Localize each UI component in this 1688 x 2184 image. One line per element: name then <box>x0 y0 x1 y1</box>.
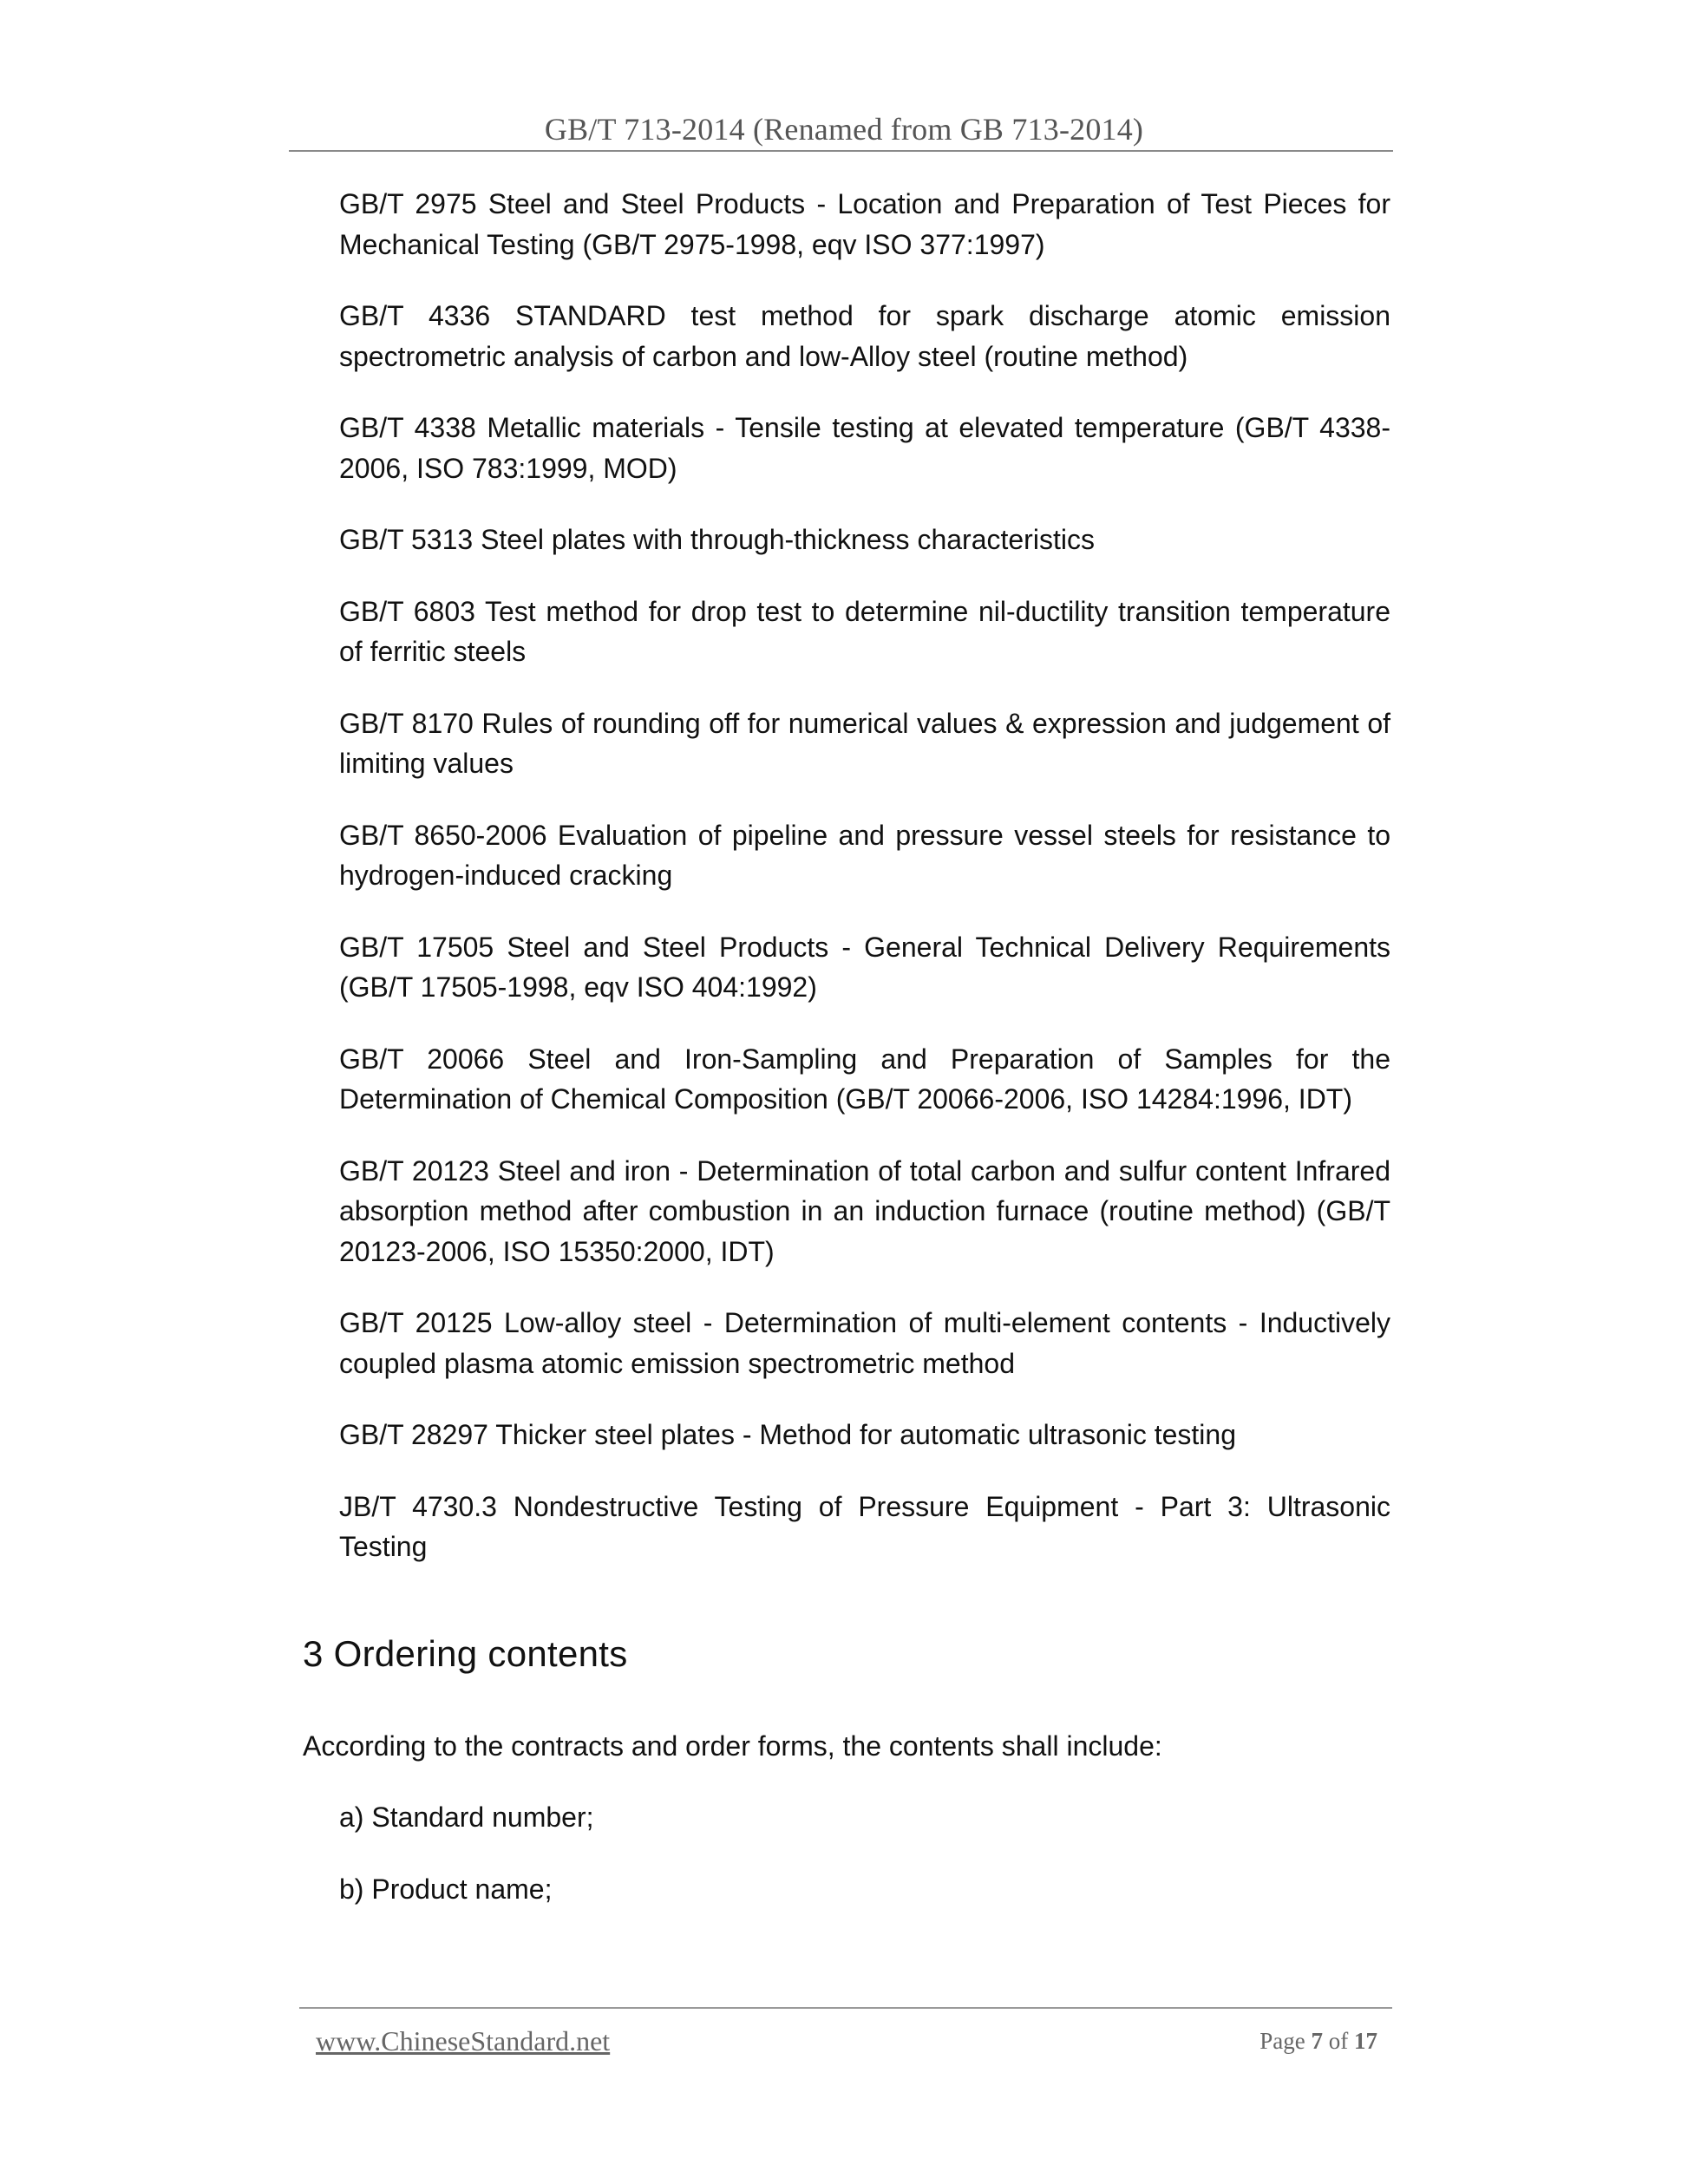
footer-divider <box>299 2007 1392 2009</box>
reference-item: GB/T 20125 Low-alloy steel - Determination of multi-element contents - Inductively coupled plasma atomic emission spectrometric method <box>339 1307 1390 1379</box>
of-label: of <box>1328 2028 1349 2054</box>
ordering-item: b) Product name; <box>339 1873 553 1905</box>
reference-item: GB/T 6803 Test method for drop test to determine nil-ductility transition temperature of ferritic steels <box>339 595 1390 667</box>
reference-item: GB/T 8170 Rules of rounding off for numerical values & expression and judgement of limiting values <box>339 707 1390 779</box>
section-heading: 3 Ordering contents <box>303 1632 628 1674</box>
section-intro: According to the contracts and order forms, the contents shall include: <box>303 1730 1162 1762</box>
reference-item: GB/T 2975 Steel and Steel Products - Location and Preparation of Test Pieces for Mechanical Testing (GB/T 2975-1998, eqv ISO 377:1997) <box>339 188 1390 260</box>
reference-item: GB/T 4338 Metallic materials - Tensile testing at elevated temperature (GB/T 4338-2006, ISO 783:1999, MOD) <box>339 412 1390 484</box>
ordering-item: a) Standard number; <box>339 1801 594 1833</box>
ordering-items-list <box>339 1797 1390 1909</box>
reference-item: GB/T 8650-2006 Evaluation of pipeline and pressure vessel steels for resistance to hydrogen-induced cracking <box>339 819 1390 891</box>
running-header: GB/T 713-2014 (Renamed from GB 713-2014) <box>544 112 1144 147</box>
reference-item: GB/T 28297 Thicker steel plates - Method for automatic ultrasonic testing <box>339 1419 1236 1450</box>
reference-item: JB/T 4730.3 Nondestructive Testing of Pressure Equipment - Part 3: Ultrasonic Testing <box>339 1490 1390 1562</box>
reference-item: GB/T 17505 Steel and Steel Products - General Technical Delivery Requirements (GB/T 17505-1998, eqv ISO 404:1992) <box>339 931 1390 1003</box>
header-divider <box>289 150 1393 152</box>
total-pages-number: 17 <box>1354 2028 1377 2054</box>
website-link[interactable]: www.ChineseStandard.net <box>316 2025 611 2056</box>
reference-item: GB/T 20123 Steel and iron - Determination of total carbon and sulfur content Infrared absorption method after combustion in an induction furnace (routine method) (GB/T 20123-2006, ISO 15350:2000, IDT) <box>339 1154 1390 1267</box>
reference-item: GB/T 5313 Steel plates with through-thickness characteristics <box>339 524 1095 555</box>
page-indicator <box>1259 2028 1377 2055</box>
page-body <box>303 184 1390 1940</box>
reference-item: GB/T 4336 STANDARD test method for spark discharge atomic emission spectrometric analysis of carbon and low-Alloy steel (routine method) <box>339 300 1390 372</box>
page-label: Page <box>1259 2028 1305 2054</box>
current-page-number: 7 <box>1311 2028 1323 2054</box>
reference-item: GB/T 20066 Steel and Iron-Sampling and Preparation of Samples for the Determination of Chemical Composition (GB/T 20066-2006, ISO 14284:1996, IDT) <box>339 1043 1390 1115</box>
normative-references-list <box>339 184 1390 1567</box>
